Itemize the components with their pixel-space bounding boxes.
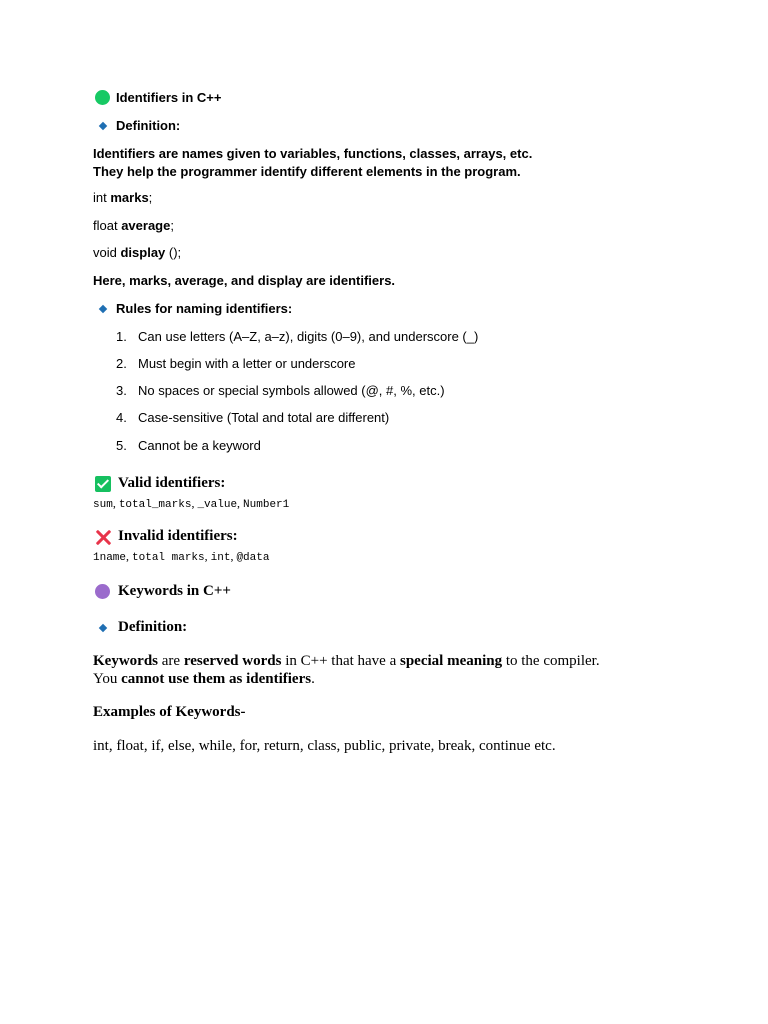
rule-number: 5. <box>116 438 127 453</box>
text: to the compiler. <box>502 653 600 669</box>
code-type: int <box>93 190 107 205</box>
rule-item <box>116 329 478 344</box>
rule-number: 3. <box>116 383 127 398</box>
definition-line-1: Identifiers are names given to variables, functions, classes, arrays, etc. <box>93 146 533 161</box>
valid-identifier: total_marks <box>118 499 192 511</box>
section-title-keywords: Keywords in C++ <box>118 583 231 599</box>
code-identifier: display <box>120 245 166 260</box>
invalid-identifiers-label: Invalid identifiers: <box>118 528 238 544</box>
keywords-paragraph-line-2 <box>93 671 315 688</box>
rule-item <box>116 383 445 398</box>
text: You <box>93 671 122 687</box>
bold-text: cannot use them as identifiers <box>121 671 312 687</box>
code-identifier: marks <box>110 190 149 205</box>
rule-number: 1. <box>116 329 127 344</box>
rule-text: Cannot be a keyword <box>138 438 261 453</box>
text: in C++ that have a <box>281 653 400 669</box>
code-rest: (); <box>165 245 182 260</box>
valid-identifier: _value <box>197 499 238 511</box>
code-type: void <box>93 245 117 260</box>
text: . <box>311 671 315 687</box>
cross-mark-icon <box>95 529 112 546</box>
purple-circle-icon <box>95 584 110 599</box>
bold-text: Keywords <box>93 653 158 669</box>
rule-text: Can use letters (A–Z, a–z), digits (0–9), and underscore (_) <box>138 329 479 344</box>
code-rest: ; <box>170 218 174 233</box>
code-line <box>93 190 152 205</box>
code-identifier: average <box>121 218 171 233</box>
valid-identifiers-list: sum, total_marks, _value, Number1 <box>93 496 290 511</box>
rule-number: 4. <box>116 410 127 425</box>
blue-diamond-icon <box>99 305 107 313</box>
rule-item <box>116 410 389 425</box>
code-line <box>93 245 181 260</box>
valid-identifiers-label: Valid identifiers: <box>118 475 226 491</box>
rules-label: Rules for naming identifiers: <box>116 301 293 316</box>
examples-label: Examples of Keywords- <box>93 704 246 720</box>
blue-diamond-icon <box>99 122 107 130</box>
code-type: float <box>93 218 118 233</box>
invalid-identifier: @data <box>236 552 270 564</box>
rule-item <box>116 438 261 453</box>
invalid-identifier: 1name <box>93 552 127 564</box>
text: are <box>158 653 184 669</box>
blue-diamond-icon <box>99 624 107 632</box>
valid-identifier: sum <box>93 499 113 511</box>
section-title-identifiers: Identifiers in C++ <box>116 90 222 105</box>
green-circle-icon <box>95 90 110 105</box>
bold-text: special meaning <box>400 653 503 669</box>
keywords-definition-label: Definition: <box>118 619 188 635</box>
invalid-identifiers-list: 1name, total marks, int, @data <box>93 549 270 564</box>
keywords-paragraph-line-1 <box>93 653 600 670</box>
rule-text: No spaces or special symbols allowed (@, #, %, etc.) <box>138 383 445 398</box>
definition-label: Definition: <box>116 118 181 133</box>
rule-item <box>116 356 356 371</box>
code-rest: ; <box>148 190 153 205</box>
definition-line-2: They help the programmer identify different elements in the program. <box>93 164 521 179</box>
check-mark-icon <box>95 476 111 492</box>
valid-identifier: Number1 <box>243 499 290 511</box>
rule-text: Case-sensitive (Total and total are different) <box>138 410 390 425</box>
invalid-identifier: total marks <box>132 552 205 564</box>
keywords-examples: int, float, if, else, while, for, return, class, public, private, break, continue etc. <box>93 738 556 754</box>
identifiers-summary: Here, marks, average, and display are identifiers. <box>93 273 396 288</box>
code-line <box>93 218 174 233</box>
bold-text: reserved words <box>183 653 282 669</box>
rule-number: 2. <box>116 356 127 371</box>
rule-text: Must begin with a letter or underscore <box>138 356 356 371</box>
invalid-identifier: int <box>210 552 231 564</box>
